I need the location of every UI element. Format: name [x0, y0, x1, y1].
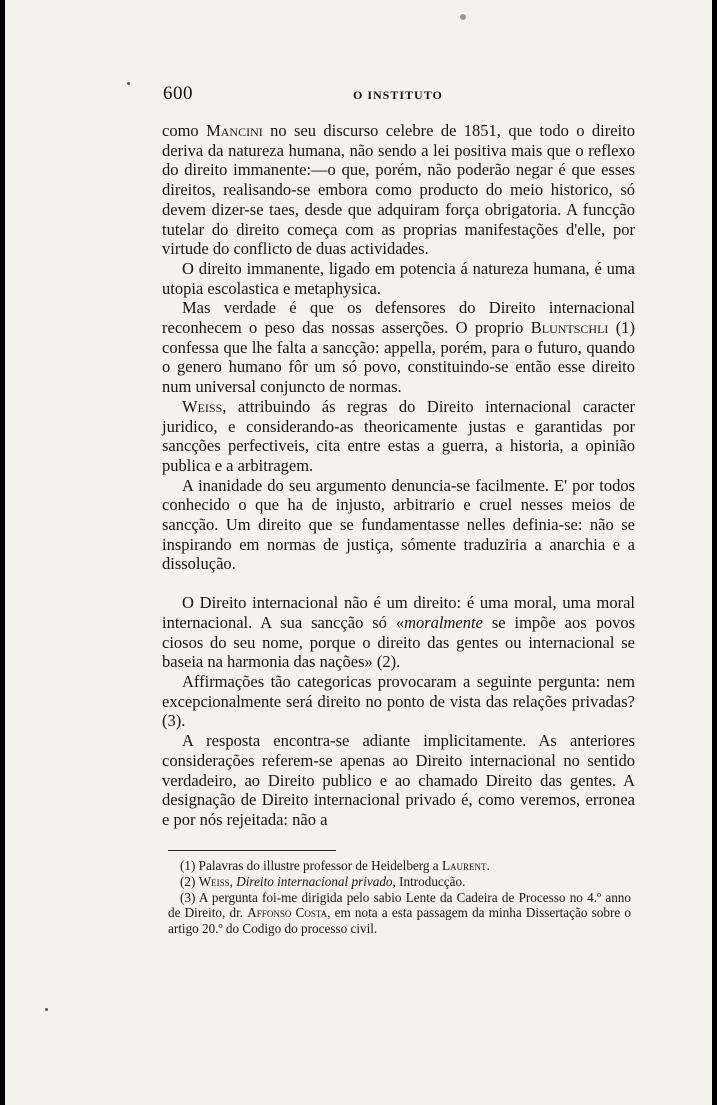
- page-number: 600: [163, 83, 193, 104]
- text-run: se impõe aos povos ciosos do seu nome, porque o direito das gentes ou internacional se baseia na harmonia das nações» (2).: [162, 612, 635, 672]
- text-run: .: [486, 858, 490, 873]
- text-run: (1) Palavras do illustre professor de Heidelberg a: [180, 858, 442, 873]
- text-run: Affirmações tão categoricas provocaram a seguinte pergunta: nem excepcionalmente será direito no ponto de vista das relações privadas? (3).: [162, 671, 635, 731]
- page-header: [163, 83, 643, 107]
- name-smallcaps: Weiss: [198, 873, 230, 889]
- footnote: [168, 858, 631, 874]
- running-title: O INSTITUTO: [353, 88, 443, 102]
- paper-speck: [460, 14, 466, 20]
- name-smallcaps: Mancini: [206, 121, 263, 140]
- footnote: [168, 874, 631, 890]
- text-run: como: [162, 121, 207, 140]
- text-run: , em nota a esta passagem da minha Dissertação sobre o artigo 20.º do Codigo do processo civil.: [168, 905, 631, 937]
- text-run: (3) A pergunta foi-me dirigida pelo sabio Lente da Cadeira de Processo no 4.º anno de Direito, dr.: [168, 889, 631, 921]
- paragraph: [162, 731, 635, 830]
- text-run: Mas verdade é que os defensores do Direito internacional reconhecem o peso das nossas asserções. O proprio: [162, 298, 635, 338]
- text-run: O Direito internacional não é um direito: é uma moral, uma moral internacional. A sua sancção só «: [162, 593, 635, 632]
- book-page: [5, 0, 712, 1105]
- footnote: [168, 890, 631, 937]
- text-run: (1) confessa que lhe falta a sancção: appella, porém, para o futuro, quando o genero humano fôr um só povo, constituindo-se então esse direito num universal conjuncto de normas.: [162, 318, 635, 397]
- name-smallcaps: Laurent: [441, 858, 487, 873]
- italic-text: Direito internacional privado: [236, 873, 393, 889]
- body-text: [162, 121, 635, 830]
- paragraph: [162, 672, 635, 731]
- paragraph: [162, 593, 635, 672]
- paragraph: [162, 259, 635, 298]
- name-smallcaps: Weiss: [182, 396, 223, 416]
- text-run: O direito immanente, ligado em potencia á natureza humana, é uma utopia escolastica e metaphysica.: [162, 258, 635, 298]
- footnote-divider: [168, 850, 336, 851]
- text-run: A resposta encontra-se adiante implicitamente. As anteriores considerações referem-se apenas ao Direito internacional no sentido verdadeiro, ao Direito publico e ao chamado Direito das gentes. A designação de Direito internacional privado é, como veremos, erronea e por nós rejeitada: não a: [162, 731, 635, 829]
- italic-text: moralmente: [404, 612, 483, 632]
- paragraph: [162, 298, 635, 397]
- text-run: ,: [229, 873, 237, 889]
- name-smallcaps: Affonso Costa: [247, 905, 328, 921]
- text-run: no seu discurso celebre de 1851, que todo o direito deriva da natureza humana, não sendo a lei positiva mais que o reflexo do direito immanente:—o que, porém, não poderão negar é que esses direitos, realisando-se embora como producto do meio historico, só devem dizer-se taes, desde que adquiram força obrigatoria. A funcção tutelar do direito começa com as proprias manifestações d'elle, por virtude do conflicto de duas actividades.: [162, 121, 635, 259]
- text-run: (2): [180, 873, 199, 889]
- footnotes: [168, 858, 631, 937]
- paragraph: [162, 397, 635, 476]
- paragraph: [162, 121, 635, 259]
- text-run: , attribuindo ás regras do Direito internacional caracter juridico, e considerando-as theoricamente justas e garantidas por sancções perfectiveis, cita entre estas a guerra, a historia, a opinião publica e a arbitragem.: [162, 396, 635, 475]
- paper-speck: [127, 82, 130, 85]
- paper-speck: [45, 1008, 48, 1011]
- text-run: , Introducção.: [392, 873, 466, 889]
- paragraph: [162, 476, 635, 575]
- name-smallcaps: Bluntschli: [530, 318, 609, 338]
- text-run: A inanidade do seu argumento denuncia-se facilmente. E' por todos conhecido o que ha de injusto, arbitrario e cruel nesses meios de sancção. Um direito que se fundamentasse nelles definia-se: não se inspirando em normas de justiça, sómente traduziria a anarchia e a dissolução.: [162, 475, 635, 574]
